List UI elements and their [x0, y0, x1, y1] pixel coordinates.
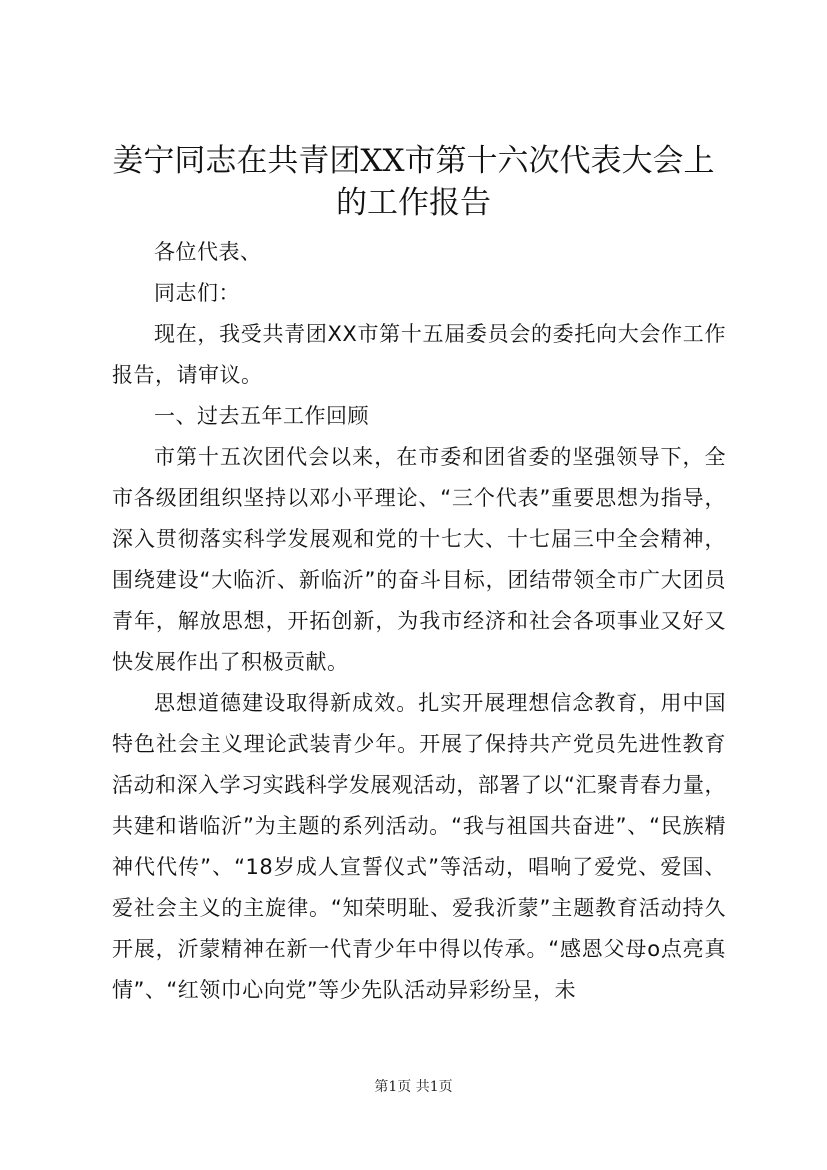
moral-education-paragraph: 思想道德建设取得新成效。扎实开展理想信念教育，用中国特色社会主义理论武装青少年。开展了保持共产党员先进性教育活动和深入学习实践科学发展观活动，部署了以“汇聚青春力量，共建和谐临沂”为主题的系列活动。“我与祖国共奋进”、“民族精神代代传”、“18岁成人宣誓仪式”等活动，唱响了爱党、爱国、爱社会主义的主旋律。“知荣明耻、爱我沂蒙”主题教育活动持久开展，沂蒙精神在新一代青少年中得以传承。“感恩父母o点亮真情”、“红领巾心向党”等少先队活动异彩纷呈，未 — [112, 691, 726, 1002]
title-line-1: 姜宁同志在共青团XX市第十六次代表大会上 — [112, 143, 715, 179]
review-paragraph: 市第十五次团代会以来，在市委和团省委的坚强领导下，全市各级团组织坚持以邓小平理论、“三个代表”重要思想为指导，深入贯彻落实科学发展观和党的十七大、十七届三中全会精神，围绕建设“大临沂、新临沂”的奋斗目标，团结带领全市广大团员青年，解放思想，开拓创新，为我市经济和社会各项事业又好又快发展作出了积极贡献。 — [112, 445, 726, 674]
salutation-delegates: 各位代表、 — [154, 240, 262, 264]
intro-paragraph: 现在，我受共青团XX市第十五届委员会的委托向大会作工作报告，请审议。 — [112, 322, 726, 387]
title-line-2: 的工作报告 — [336, 185, 491, 221]
page-footer: 第1页 共1页 — [374, 1079, 453, 1095]
salutation-comrades: 同志们： — [154, 281, 240, 305]
document-body — [112, 232, 726, 1011]
section-heading: 一、过去五年工作回顾 — [154, 404, 369, 428]
document-title — [90, 140, 737, 224]
